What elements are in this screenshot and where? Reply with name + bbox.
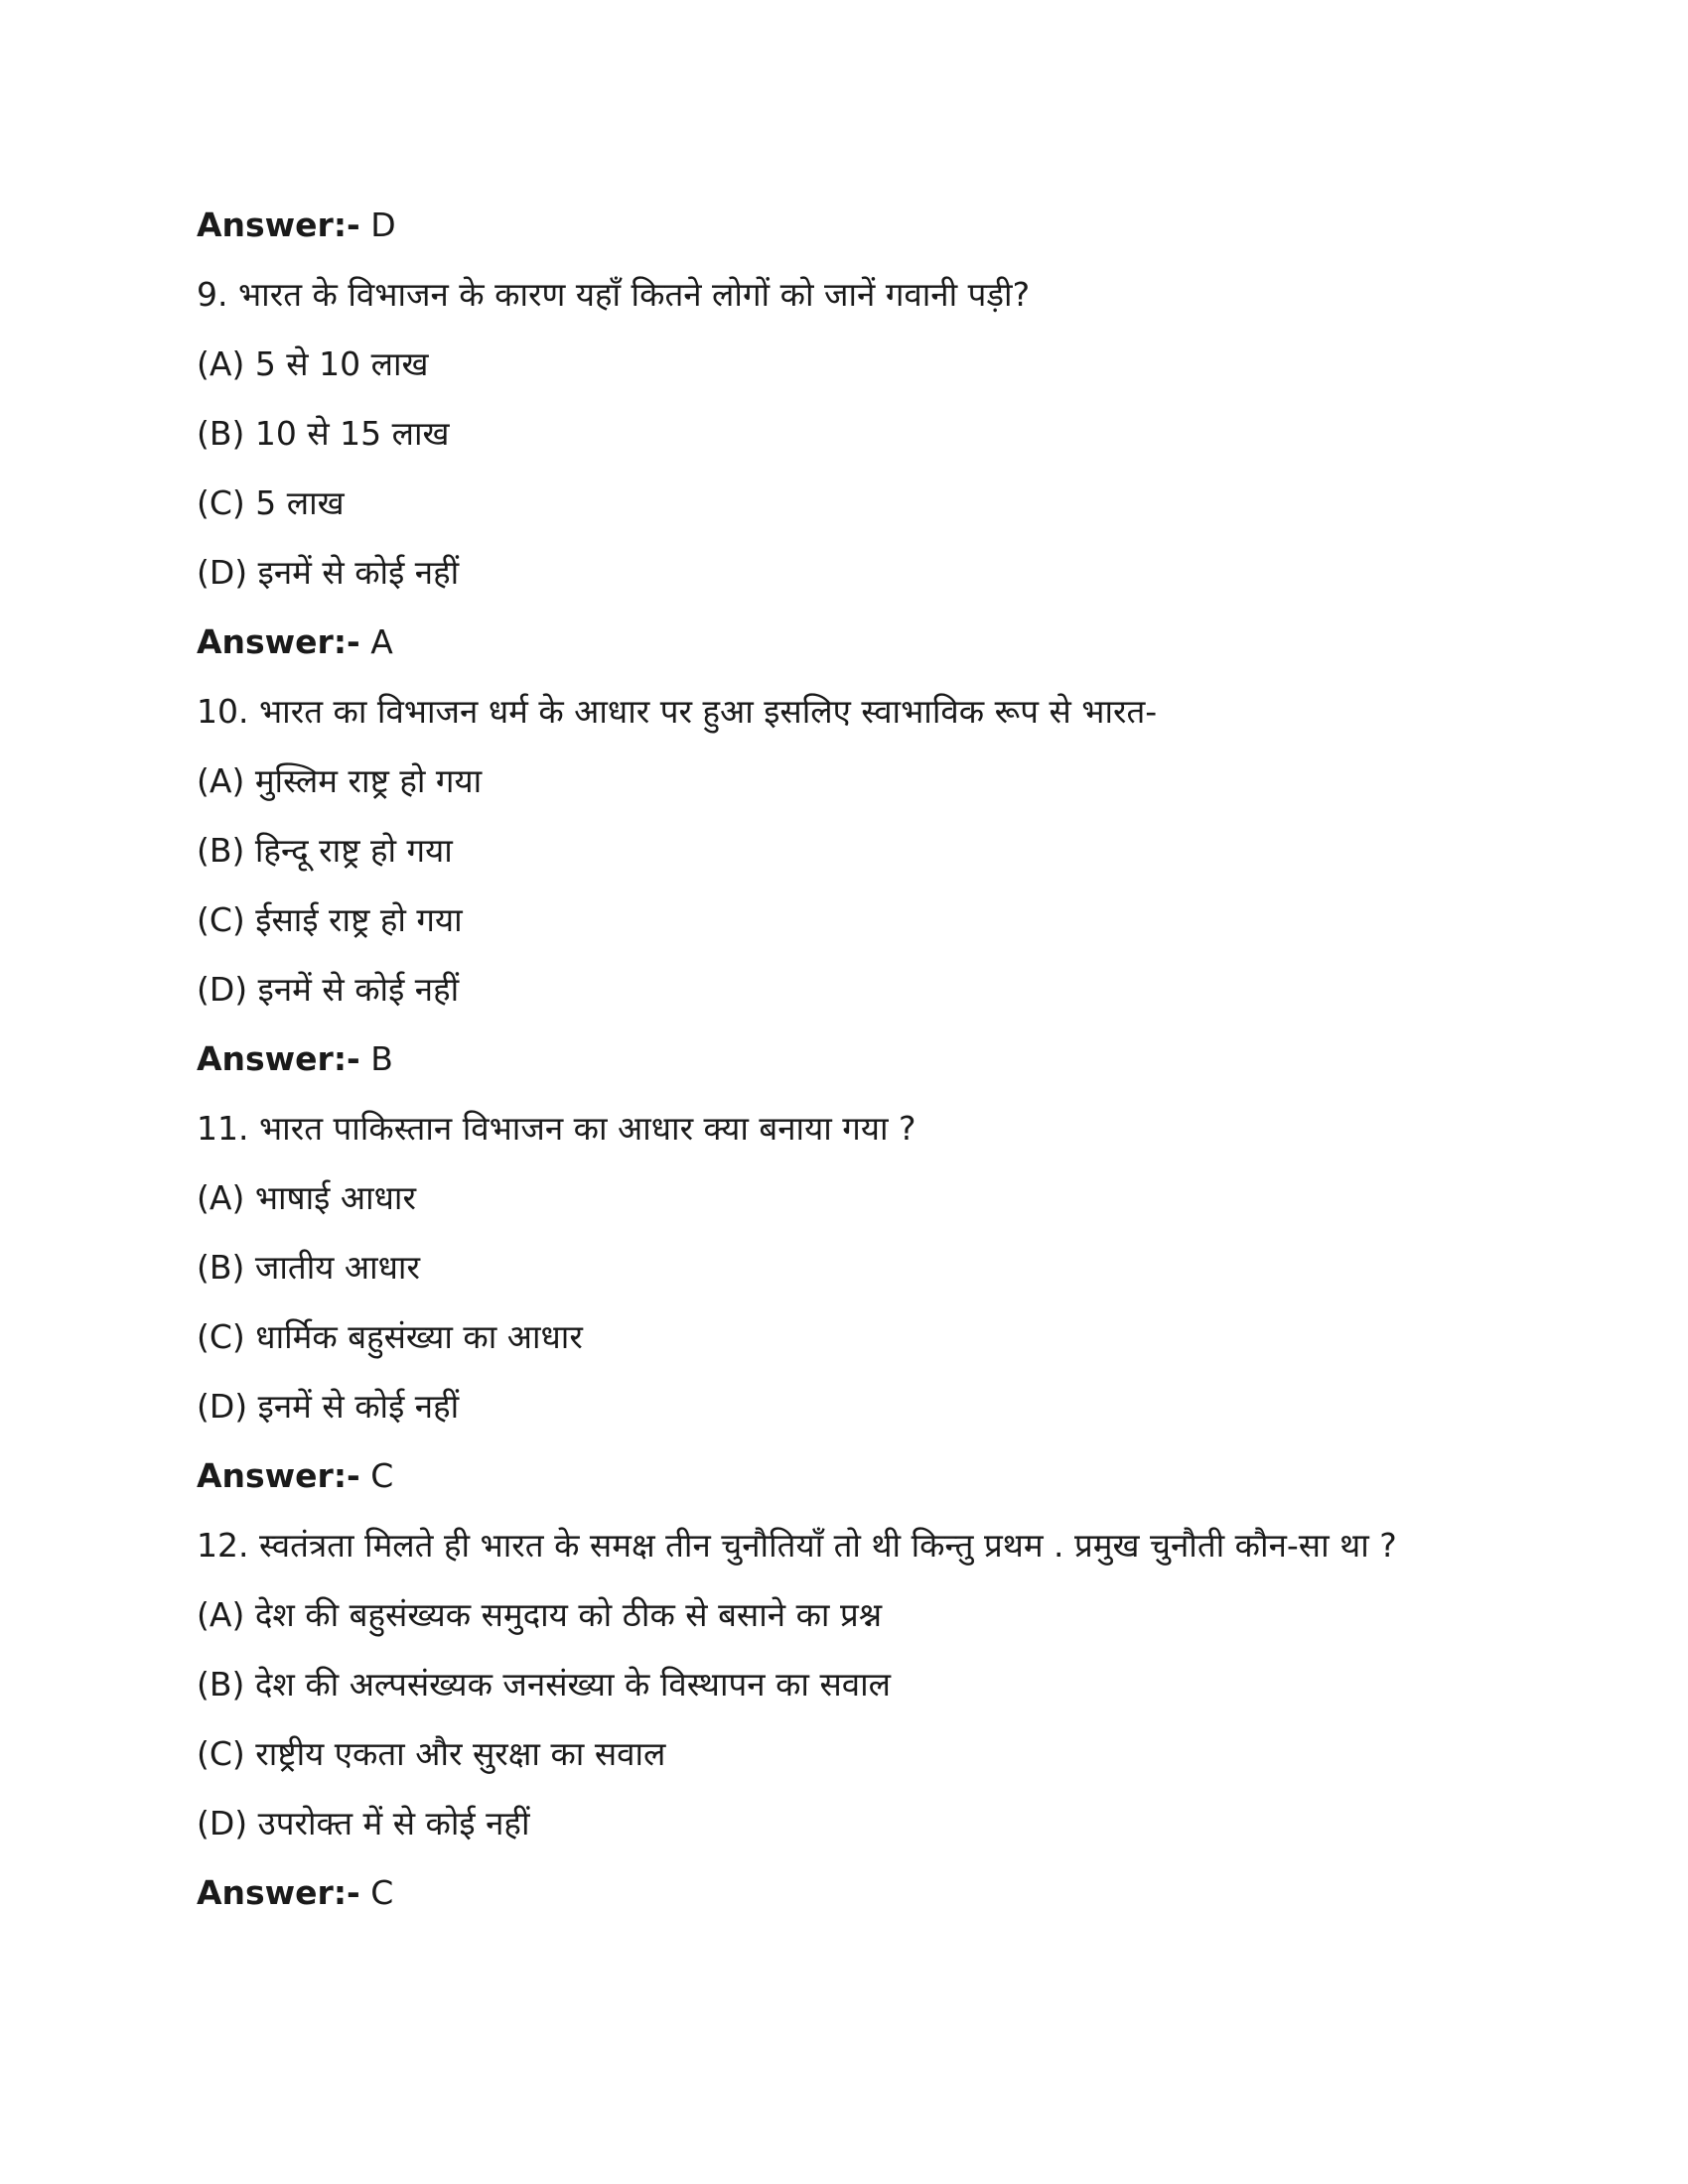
option-d: (D) इनमें से कोई नहीं [197,553,460,592]
answer-label: Answer:- [197,1039,360,1078]
question-text: 10. भारत का विभाजन धर्म के आधार पर हुआ इसलिए स्वाभाविक रूप से भारत- [197,692,1158,731]
question-text: 11. भारत पाकिस्तान विभाजन का आधार क्या बनाया गया ? [197,1109,916,1148]
question-text: 12. स्वतंत्रता मिलते ही भारत के समक्ष तीन चुनौतियाँ तो थी किन्तु प्रथम . प्रमुख चुनौती कौन-सा था ? [197,1526,1397,1565]
option-b: (B) 10 से 15 लाख [197,414,450,453]
option-b: (B) जातीय आधार [197,1248,420,1287]
answer-line [197,608,1507,677]
answer-label: Answer:- [197,622,360,661]
question-block-11 [197,1094,1507,1511]
option-c: (C) राष्ट्रीय एकता और सुरक्षा का सवाल [197,1734,666,1773]
option-b: (B) देश की अल्पसंख्यक जनसंख्या के विस्थापन का सवाल [197,1665,892,1704]
option-a: (A) देश की बहुसंख्यक समुदाय को ठीक से बसाने का प्रश्न [197,1595,883,1634]
answer-value: C [359,1873,394,1912]
question-block-10 [197,677,1507,1094]
answer-value: C [359,1456,394,1495]
answer-label: Answer:- [197,1873,360,1912]
answer-label: Answer:- [197,205,360,244]
option-d: (D) उपरोक्त में से कोई नहीं [197,1804,530,1843]
answer-line [197,1858,1507,1928]
answer-line [197,1441,1507,1511]
option-a: (A) 5 से 10 लाख [197,344,429,383]
answer-line-8 [197,191,1507,260]
answer-value: B [359,1039,393,1078]
answer-value: D [359,205,396,244]
document-page [197,191,1507,1928]
option-c: (C) धार्मिक बहुसंख्या का आधार [197,1317,583,1356]
option-d: (D) इनमें से कोई नहीं [197,970,460,1009]
option-d: (D) इनमें से कोई नहीं [197,1387,460,1426]
answer-label: Answer:- [197,1456,360,1495]
answer-line [197,1024,1507,1094]
answer-value: A [359,622,393,661]
option-b: (B) हिन्दू राष्ट्र हो गया [197,831,453,870]
option-a: (A) मुस्लिम राष्ट्र हो गया [197,761,483,800]
question-text: 9. भारत के विभाजन के कारण यहाँ कितने लोगों को जानें गवानी पड़ी? [197,275,1031,314]
option-c: (C) 5 लाख [197,483,345,522]
question-block-9 [197,260,1507,677]
option-c: (C) ईसाई राष्ट्र हो गया [197,900,463,939]
question-block-12 [197,1511,1507,1928]
option-a: (A) भाषाई आधार [197,1178,416,1217]
